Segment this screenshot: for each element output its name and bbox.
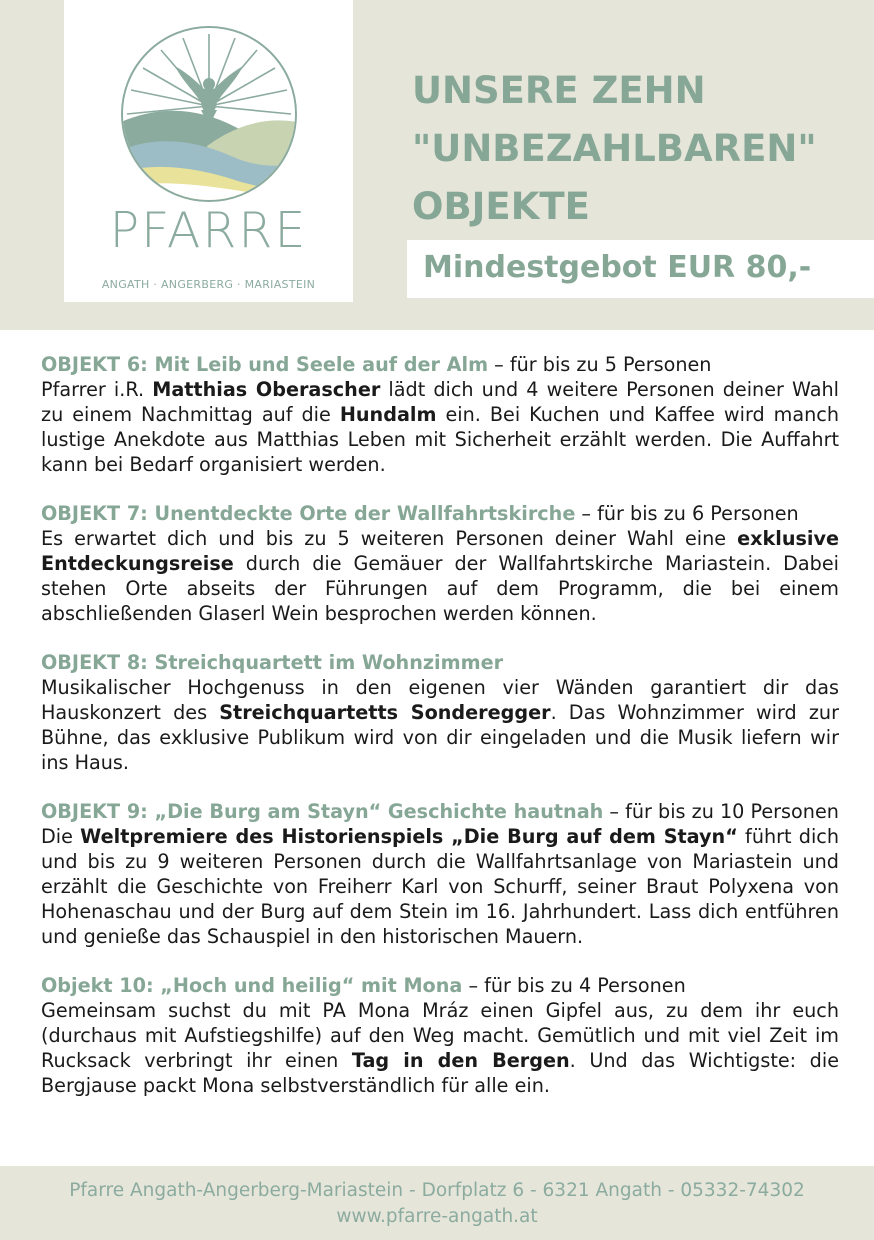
headline-line-1: UNSERE ZEHN [412, 69, 706, 112]
object-title: OBJEKT 9: „Die Burg am Stayn“ Geschichte hautnah [41, 800, 604, 823]
object-6-text [41, 377, 839, 477]
object-persons: – für bis zu 4 Personen [462, 974, 686, 997]
price-box [407, 240, 874, 298]
text-part: ein. Bei Kuchen und Kaffee wird manch lustige Anekdote aus Matthias Leben mit Sicherheit erzählt werden. Die Auffahrt kann bei Bedarf organisiert werden. [41, 403, 839, 476]
logo-wordmark: PFARRE [109, 202, 308, 259]
object-6-heading [41, 352, 839, 377]
object-7 [41, 501, 839, 626]
text-part: führt dich und bis zu 9 weiteren Personen durch die Wallfahrtsanlage von Mariastein und erzählt die Geschichte von Freiherr Karl von Schurff, seiner Braut Polyxena von Hohenaschau und der Burg auf dem Stein im 16. Jahrhundert. Lass dich entführen und genieße das Schauspiel in den historischen Mauern. [41, 825, 839, 948]
text-part: Es erwartet dich und bis zu 5 weiteren Personen deiner Wahl eine [41, 527, 738, 550]
object-persons: – für bis zu 10 Personen [603, 800, 839, 823]
object-7-text [41, 526, 839, 626]
bold-part: Streichquartetts Sonderegger [219, 701, 551, 724]
object-9-text [41, 824, 839, 949]
object-title: Objekt 10: „Hoch und heilig“ mit Mona [41, 974, 463, 997]
bold-part: Weltpremiere des Historienspiels „Die Burg auf dem Stayn“ [80, 825, 738, 848]
object-persons: – für bis zu 6 Personen [575, 502, 799, 525]
footer-website[interactable]: www.pfarre-angath.at [336, 1206, 538, 1227]
text-part: . Und das Wichtigste: die Bergjause packt Mona selbstverständlich für alle ein. [41, 1049, 839, 1097]
logo-subtitle: ANGATH · ANGERBERG · MARIASTEIN [101, 278, 316, 291]
bold-part: Tag in den Bergen [351, 1049, 570, 1072]
logo [64, 0, 353, 302]
text-part: Musikalischer Hochgenuss in den eigenen vier Wänden garantiert dir das Hauskonzert des [41, 676, 839, 724]
text-part: Gemeinsam suchst du mit PA Mona Mráz einen Gipfel aus, zu dem ihr euch (durchaus mit Aufstiegshilfe) auf den Weg macht. Gemütlich und mit viel Zeit im Rucksack verbringt ihr einen [41, 999, 839, 1072]
object-title: OBJEKT 6: Mit Leib und Seele auf der Alm [41, 353, 489, 376]
object-8-text [41, 675, 839, 775]
object-8 [41, 650, 839, 775]
object-persons: – für bis zu 5 Personen [488, 353, 712, 376]
object-7-heading [41, 501, 839, 526]
headline [412, 62, 817, 236]
minimum-bid: Mindestgebot EUR 80,- [423, 250, 812, 285]
object-9-heading [41, 799, 839, 824]
headline-line-2: "UNBEZAHLBAREN" [412, 127, 817, 170]
object-10 [41, 973, 839, 1098]
object-6 [41, 352, 839, 477]
bold-part: Matthias Oberascher [152, 378, 381, 401]
object-10-text [41, 998, 839, 1098]
text-part: . Das Wohnzimmer wird zur Bühne, das exklusive Publikum wird von dir eingeladen und die Musik liefern wir ins Haus. [41, 701, 839, 774]
footer [0, 1166, 874, 1240]
object-title: OBJEKT 7: Unentdeckte Orte der Wallfahrtskirche [41, 502, 576, 525]
header-band [0, 0, 874, 330]
object-8-heading [41, 650, 839, 675]
objects-list [41, 352, 839, 1122]
text-part: durch die Gemäuer der Wallfahrtskirche Mariastein. Dabei stehen Orte abseits der Führungen auf dem Programm, die bei einem abschließenden Glaserl Wein besprochen werden können. [41, 552, 839, 625]
text-part: lädt dich und 4 weitere Personen deiner Wahl zu einem Nachmittag auf die [41, 378, 839, 426]
object-title: OBJEKT 8: Streichquartett im Wohnzimmer [41, 651, 504, 674]
bold-part: exklusive Entdeckungsreise [41, 527, 839, 575]
object-9 [41, 799, 839, 949]
dove-logo-icon [121, 26, 297, 202]
headline-line-3: OBJEKTE [412, 185, 590, 228]
object-10-heading [41, 973, 839, 998]
text-part: Die [41, 825, 81, 848]
text-part: Pfarrer i.R. [41, 378, 153, 401]
footer-address: Pfarre Angath-Angerberg-Mariastein - Dorfplatz 6 - 6321 Angath - 05332-74302 [69, 1180, 805, 1201]
bold-part: Hundalm [339, 403, 437, 426]
